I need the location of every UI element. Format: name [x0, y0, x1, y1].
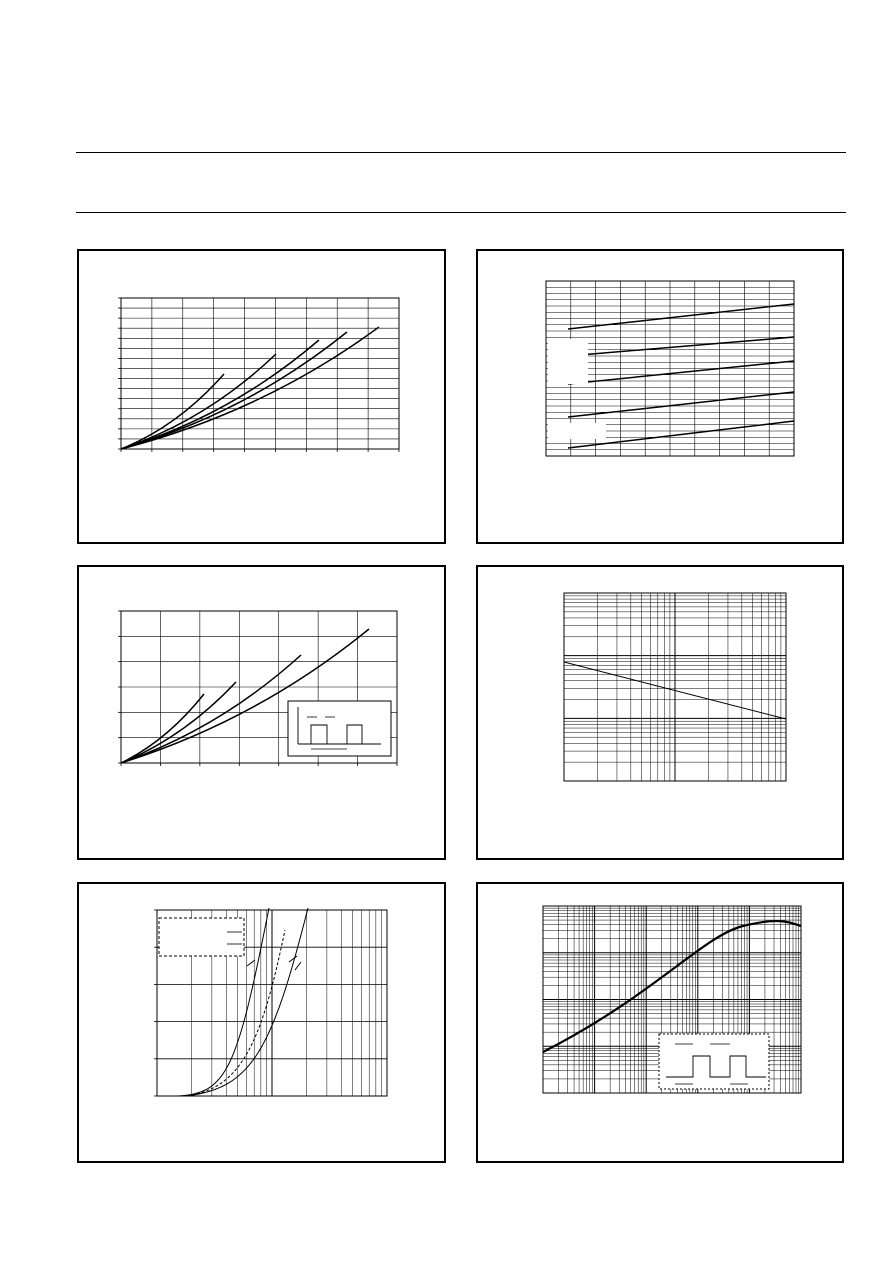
- annotation-arrow: [289, 956, 297, 962]
- curve-1: [121, 694, 204, 763]
- inset-box: [659, 1034, 769, 1089]
- figure-c-plot: [79, 567, 444, 858]
- curve-3: [121, 340, 319, 449]
- inset-box: [288, 701, 391, 756]
- line-2: [568, 337, 794, 356]
- figure-panel-a: [77, 249, 446, 544]
- curve-1: [121, 374, 224, 449]
- plot-frame: [121, 298, 399, 449]
- figure-panel-f: [476, 882, 844, 1163]
- header-rule-top: [76, 152, 846, 153]
- curve-5: [121, 327, 379, 449]
- figure-d-plot: [478, 567, 842, 858]
- figure-b-plot: [478, 251, 842, 542]
- label-mask: [548, 339, 588, 384]
- annotation-arrow: [247, 960, 255, 966]
- figure-panel-d: [476, 565, 844, 860]
- legend-box: [159, 918, 244, 956]
- figure-a-plot: [79, 251, 444, 542]
- line-4: [568, 392, 794, 417]
- line-1: [568, 304, 794, 329]
- header-rule-bottom: [76, 212, 846, 213]
- figure-panel-b: [476, 249, 844, 544]
- label-mask: [548, 423, 606, 439]
- line-3: [568, 361, 794, 384]
- figure-e-plot: [79, 884, 444, 1161]
- figure-panel-c: [77, 565, 446, 860]
- annotation-arrow: [295, 962, 301, 970]
- figure-panel-e: [77, 882, 446, 1163]
- figure-f-plot: [478, 884, 842, 1161]
